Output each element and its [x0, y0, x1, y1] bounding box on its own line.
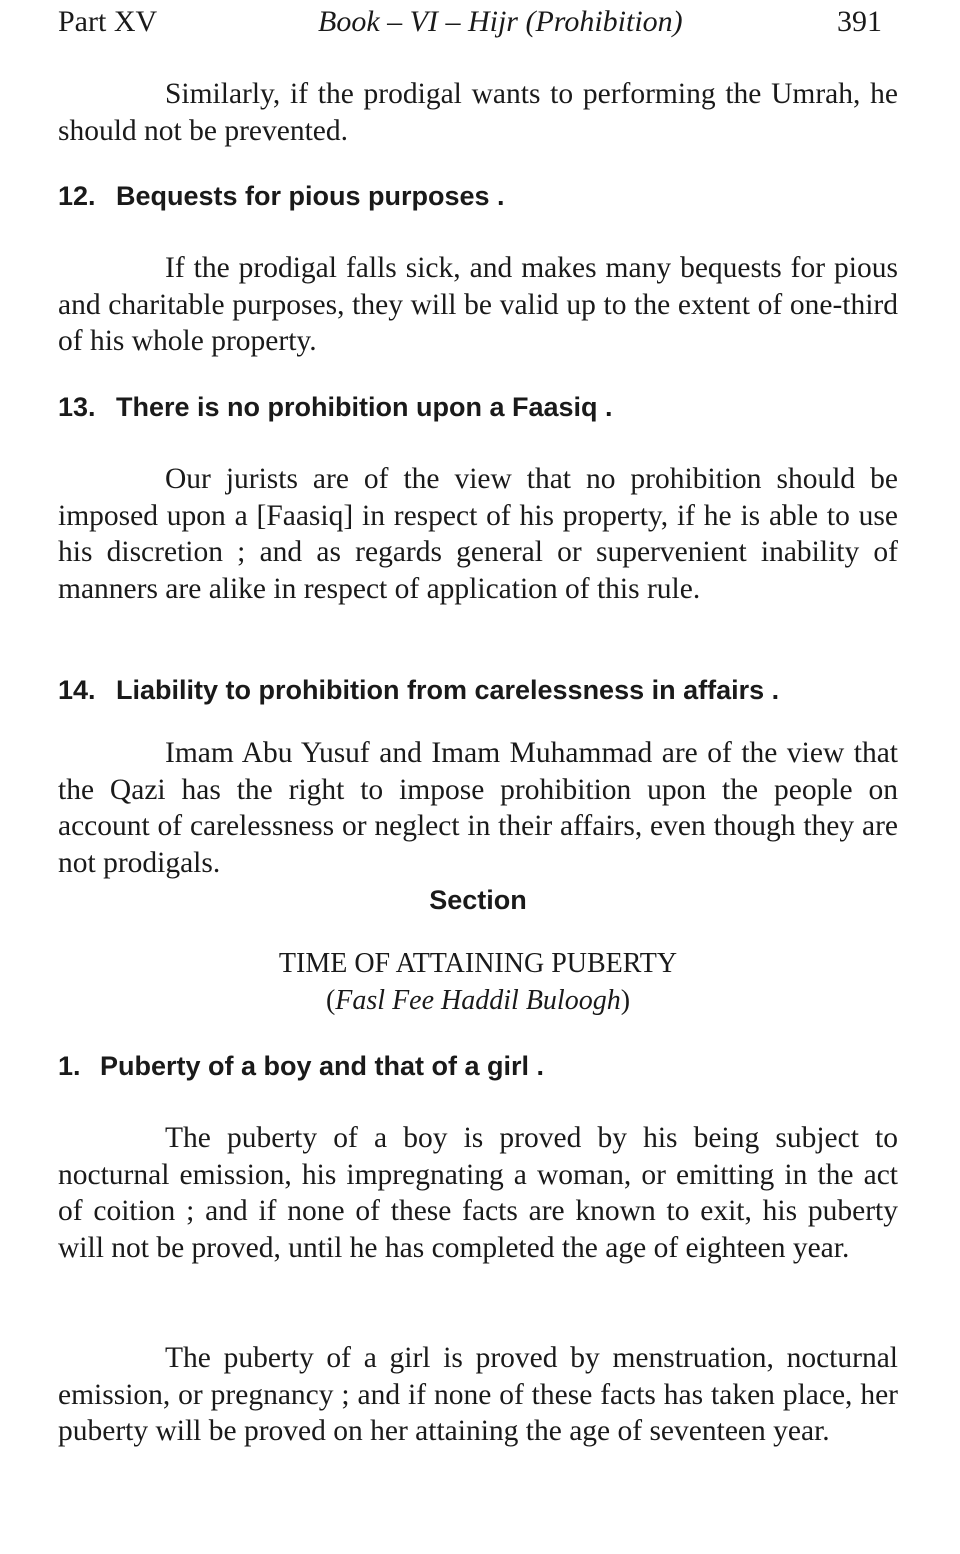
- paragraph-girl: [58, 1340, 898, 1450]
- heading-1: [58, 1048, 898, 1084]
- heading-text: There is no prohibition upon a Faasiq .: [116, 392, 613, 422]
- running-header: [58, 2, 882, 42]
- header-part: Part XV: [58, 5, 158, 38]
- paragraph-text: The puberty of a girl is proved by menstruation, nocturnal emission, or pregnancy ; and if none of these facts has taken place, her puberty will be proved on her attaining the age of seventeen year.: [58, 1342, 898, 1448]
- heading-text: Bequests for pious purposes .: [116, 181, 505, 211]
- section-title: TIME OF ATTAINING PUBERTY: [278, 948, 678, 979]
- heading-number: 13.: [58, 392, 96, 422]
- heading-14: [58, 672, 898, 708]
- paragraph-text: Our jurists are of the view that no prohibition should be imposed upon a [Faasiq] in respect of his property, if he is able to use his discretion ; and as regards general or supervenient inability of manners are alike in respect of application of this rule.: [58, 463, 898, 605]
- heading-number: 14.: [58, 675, 96, 705]
- subtitle-open-paren: (: [325, 985, 336, 1016]
- heading-12: [58, 178, 898, 214]
- paragraph-carelessness: [58, 735, 898, 881]
- heading-text: Liability to prohibition from carelessness in affairs .: [116, 675, 780, 705]
- heading-text: Puberty of a boy and that of a girl .: [100, 1051, 545, 1081]
- section-label: Section: [429, 885, 527, 915]
- page-number: 391: [837, 5, 882, 38]
- heading-13: [58, 389, 898, 425]
- paragraph-umrah: [58, 76, 898, 149]
- paragraph-text: If the prodigal falls sick, and makes many bequests for pious and charitable purposes, they will be valid up to the extent of one-third of his whole property.: [58, 252, 898, 358]
- paragraph-text: The puberty of a boy is proved by his being subject to nocturnal emission, his impregnating a woman, or emitting in the act of coition ; and if none of these facts are known to exit, his puberty will not be proved, until he has completed the age of eighteen year.: [58, 1122, 898, 1264]
- paragraph-text: Similarly, if the prodigal wants to performing the Umrah, he should not be prevented.: [58, 78, 898, 147]
- heading-number: 12.: [58, 181, 96, 211]
- paragraph-text: Imam Abu Yusuf and Imam Muhammad are of the view that the Qazi has the right to impose prohibition upon the people on account of carelessness or neglect in their affairs, even though they are not prodigals.: [58, 737, 898, 879]
- header-book-title: Book – VI – Hijr (Prohibition): [318, 5, 683, 38]
- paragraph-bequests: [58, 250, 898, 360]
- paragraph-faasiq: [58, 461, 898, 607]
- subtitle-text: Fasl Fee Haddil Buloogh: [335, 985, 621, 1016]
- paragraph-boy: [58, 1120, 898, 1266]
- section-subtitle: [58, 983, 898, 1019]
- heading-number: 1.: [58, 1051, 81, 1081]
- subtitle-close-paren: ): [620, 985, 631, 1016]
